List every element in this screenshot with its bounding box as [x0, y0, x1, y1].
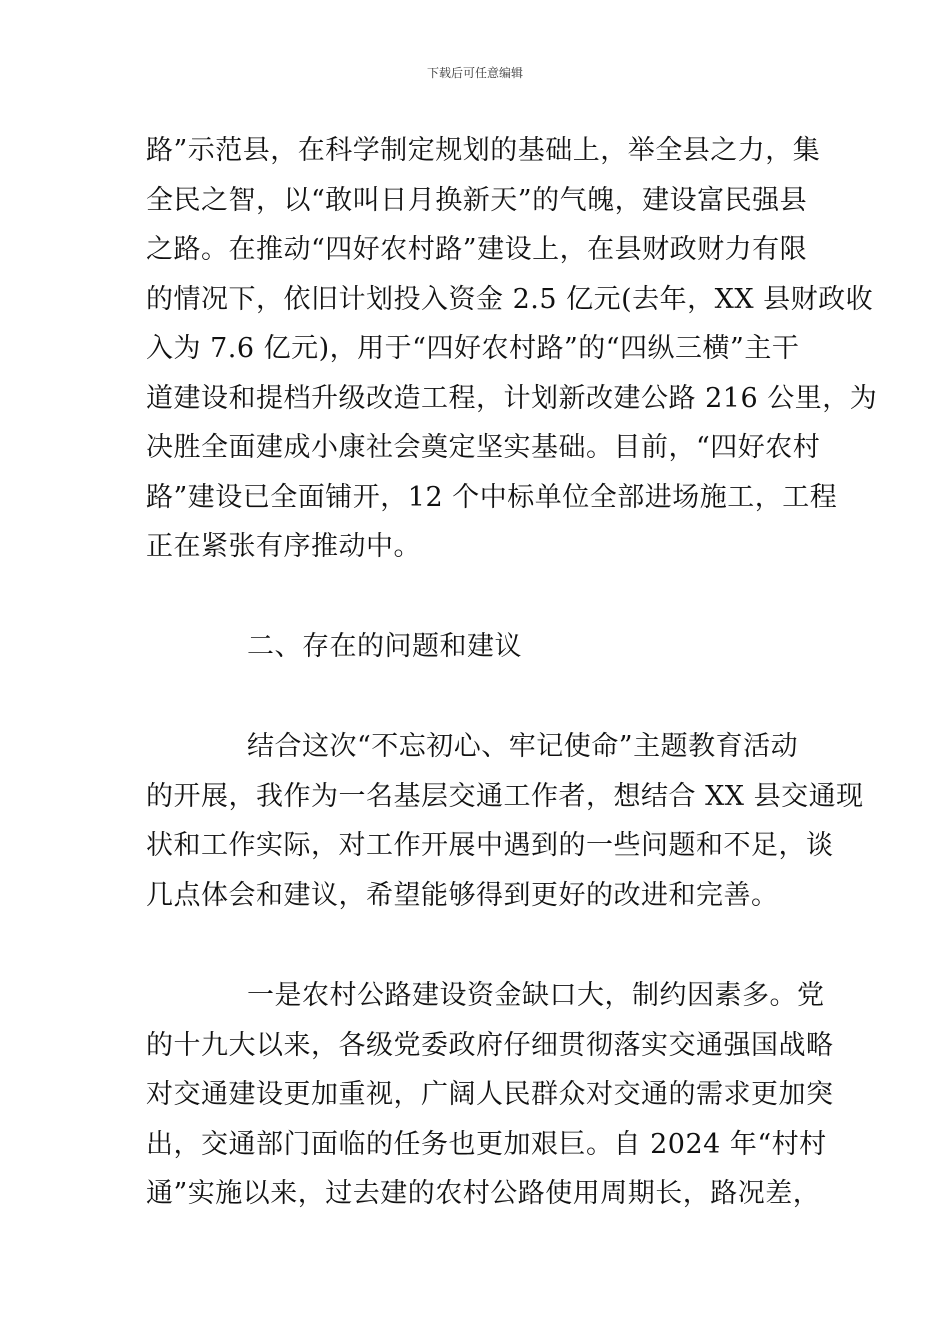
text-line: 几点体会和建议，希望能够得到更好的改进和完善。 [146, 879, 779, 911]
text-line: 决胜全面建成小康社会奠定坚实基础。目前，“四好农村 [146, 432, 821, 463]
section-heading [146, 622, 810, 672]
text-line: 对交通建设更加重视，广阔人民群众对交通的需求更加突 [146, 1079, 834, 1110]
page-header: 下载后可任意编辑 [426, 66, 523, 80]
text-line: 路”建设已全面铺开，12 个中标单位全部进场施工，工程 [146, 481, 838, 513]
text-line: 的开展，我作为一名基层交通工作者，想结合 XX 县交通现 [146, 780, 864, 812]
text-line: 的情况下，依旧计划投入资金 2.5 亿元(去年，XX 县财政收 [146, 283, 874, 315]
text-line: 路”示范县，在科学制定规划的基础上，举全县之力，集 [146, 135, 821, 166]
paragraph-continuation [146, 126, 878, 572]
text-line: 状和工作实际，对工作开展中遇到的一些问题和不足，谈 [146, 830, 834, 861]
text-line: 结合这次“不忘初心、牢记使命”主题教育活动 [247, 731, 799, 762]
section-heading-text: 二、存在的问题和建议 [247, 631, 522, 662]
text-line: 的十九大以来，各级党委政府仔细贯彻落实交通强国战略 [146, 1029, 834, 1061]
text-line: 之路。在推动“四好农村路”建设上，在县财政财力有限 [146, 234, 808, 265]
text-line: 道建设和提档升级改造工程，计划新改建公路 216 公里，为 [146, 382, 878, 414]
text-line: 通”实施以来，过去建的农村公路使用周期长，路况差， [146, 1178, 821, 1209]
text-line: 入为 7.6 亿元)，用于“四好农村路”的“四纵三横”主干 [146, 333, 800, 364]
text-line: 全民之智，以“敢叫日月换新天”的气魄，建设富民强县 [146, 184, 808, 216]
text-line: 正在紧张有序推动中。 [146, 531, 421, 562]
text-line: 出，交通部门面临的任务也更加艰巨。自 2024 年“村村 [146, 1128, 827, 1160]
paragraph-point-one [146, 971, 834, 1219]
text-line: 一是农村公路建设资金缺口大，制约因素多。党 [247, 980, 825, 1011]
paragraph-intro [146, 722, 864, 920]
